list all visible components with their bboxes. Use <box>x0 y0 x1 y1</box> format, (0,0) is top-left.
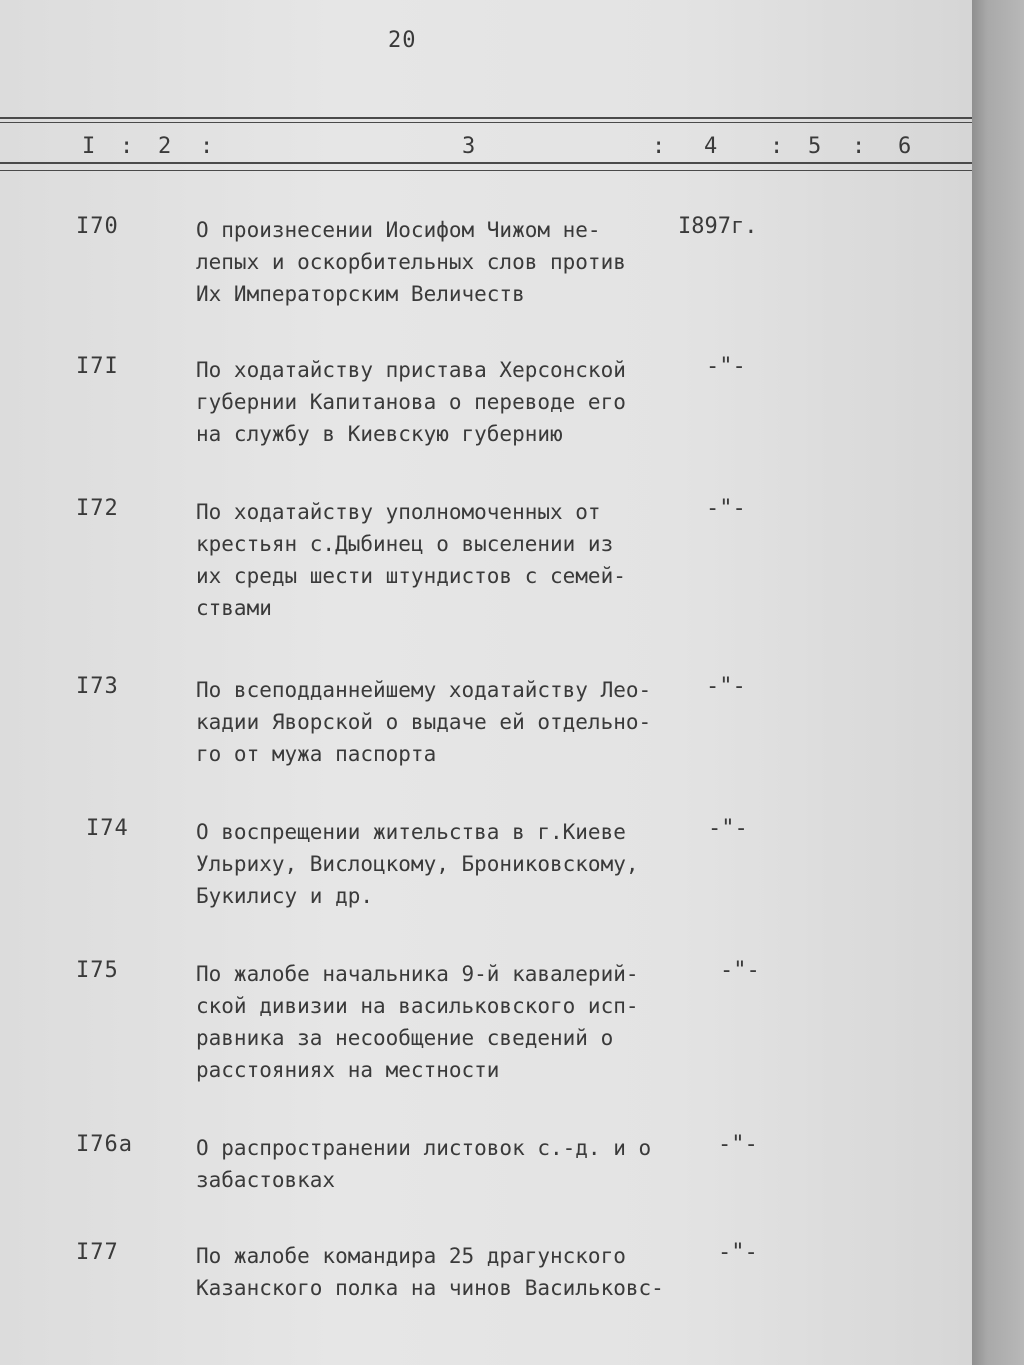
item-date: I897г. <box>678 214 758 239</box>
item-date: -"- <box>708 816 748 841</box>
item-number: I77 <box>76 1240 119 1265</box>
column-number-3: 3 <box>462 134 476 159</box>
column-number-4: 4 <box>704 134 718 159</box>
item-date: -"- <box>718 1240 758 1265</box>
column-separator: : <box>770 134 784 159</box>
item-date: -"- <box>720 958 760 983</box>
header-bottom-rule <box>0 162 972 164</box>
item-number: I73 <box>76 674 119 699</box>
column-separator: : <box>200 134 214 159</box>
page-number: 20 <box>388 28 417 53</box>
header-top-rule <box>0 117 972 119</box>
column-number-6: 6 <box>898 134 912 159</box>
item-title: По жалобе начальника 9-й кавалерий- ской дивизии на васильковского исп- равника за несообщение сведений о расстояниях на местности <box>196 962 639 1082</box>
item-date: -"- <box>706 674 746 699</box>
column-number-1: I <box>82 134 96 159</box>
column-number-5: 5 <box>808 134 822 159</box>
item-title: О произнесении Иосифом Чижом не- лепых и оскорбительных слов против Их Императорским Величеств <box>196 218 626 306</box>
item-title: По всеподданнейшему ходатайству Лео- кадии Яворской о выдаче ей отдельно- го от мужа паспорта <box>196 678 652 766</box>
item-title: По жалобе командира 25 драгунского Казанского полка на чинов Васильковс- <box>196 1244 664 1300</box>
item-title: По ходатайству пристава Херсонской губернии Капитанова о переводе его на службу в Киевскую губернию <box>196 358 626 446</box>
header-bottom-rule-2 <box>0 170 972 171</box>
item-number: I74 <box>86 816 129 841</box>
column-number-2: 2 <box>158 134 172 159</box>
item-number: I7I <box>76 354 119 379</box>
item-date: -"- <box>706 496 746 521</box>
item-date: -"- <box>706 354 746 379</box>
item-number: I70 <box>76 214 119 239</box>
item-title: О воспрещении жительства в г.Киеве Ульриху, Вислоцкому, Брониковскому, Букилису и др. <box>196 820 639 908</box>
item-number: I76а <box>76 1132 133 1157</box>
header-top-rule-2 <box>0 122 972 123</box>
item-number: I72 <box>76 496 119 521</box>
item-title: О распространении листовок с.-д. и о забастовках <box>196 1136 652 1192</box>
column-separator: : <box>652 134 666 159</box>
page-edge-shadow <box>972 0 1024 1365</box>
item-number: I75 <box>76 958 119 983</box>
column-separator: : <box>852 134 866 159</box>
column-separator: : <box>120 134 134 159</box>
item-date: -"- <box>718 1132 758 1157</box>
item-title: По ходатайству уполномоченных от крестьян с.Дыбинец о выселении из их среды шести штундистов с семей- ствами <box>196 500 626 620</box>
